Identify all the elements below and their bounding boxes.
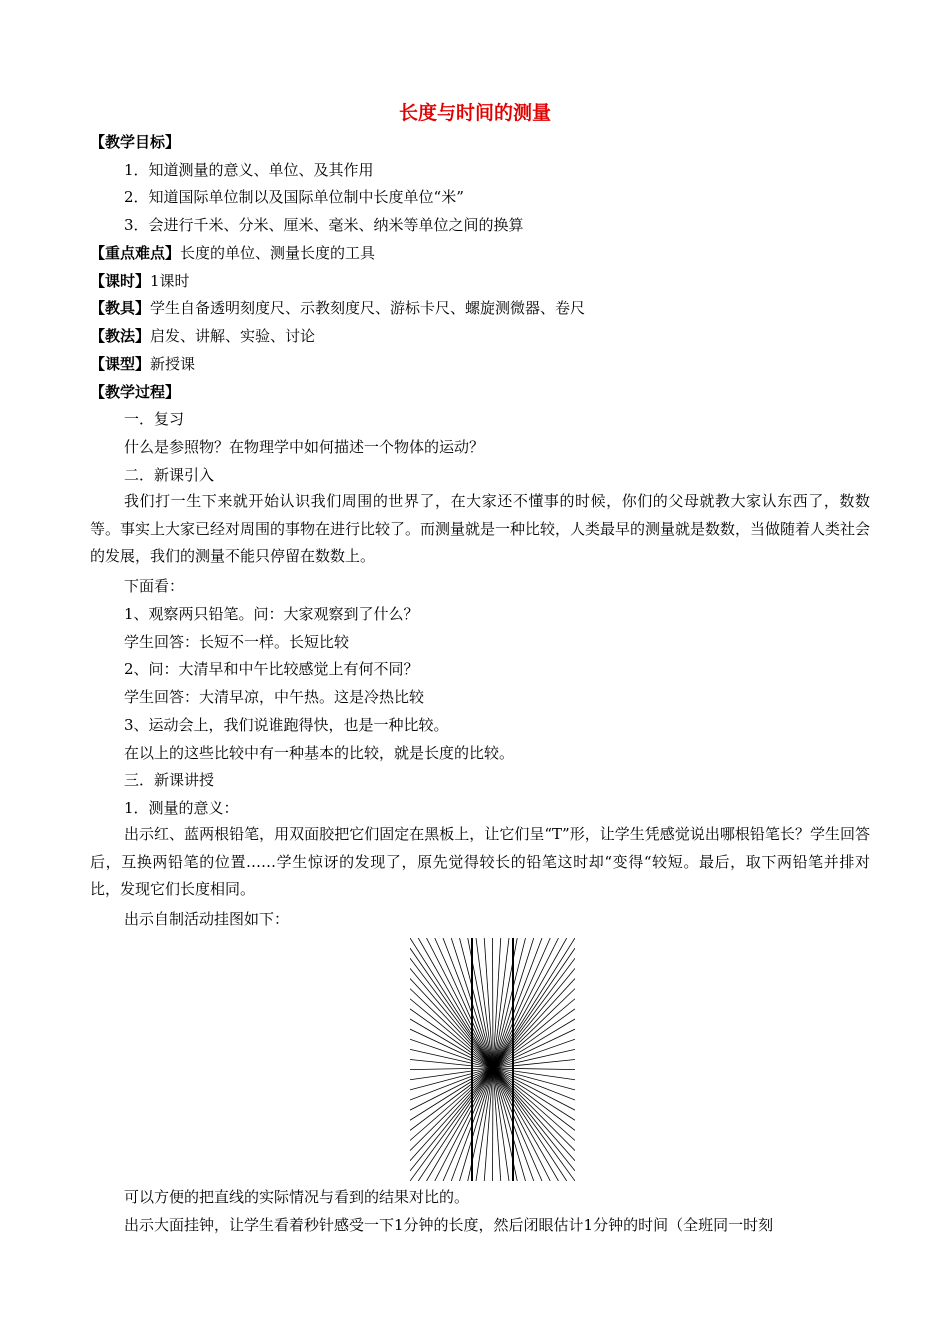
goal-item-2: 2．知道国际单位制以及国际单位制中长度单位“米” xyxy=(124,188,464,206)
process-heading: 【教学过程】 xyxy=(90,383,181,401)
meaning-heading: 1．测量的意义： xyxy=(124,799,239,817)
clock-paragraph: 出示大面挂钟，让学生看着秒针感受一下1分钟的长度，然后闭眼估计1分钟的时间（全班同一时刻 xyxy=(124,1216,774,1234)
figure-intro: 出示自制活动挂图如下： xyxy=(124,910,290,928)
answer-2: 学生回答：大清早凉，中午热。这是冷热比较 xyxy=(124,688,425,706)
intro-heading: 二．新课引入 xyxy=(124,466,215,484)
lesson-type: 【课型】新授课 xyxy=(90,355,196,373)
look-below: 下面看： xyxy=(124,577,185,595)
radiating-line xyxy=(493,1068,550,1181)
radiating-line xyxy=(493,938,567,1068)
radiating-line xyxy=(410,1068,493,1161)
radiating-line xyxy=(493,938,494,1068)
radiating-line xyxy=(493,1068,575,1161)
question-2: 2、问：大清早和中午比较感觉上有何不同？ xyxy=(124,660,419,678)
class-hours: 【课时】1课时 xyxy=(90,272,190,290)
radiating-line xyxy=(410,948,493,1068)
meaning-paragraph: 出示红、蓝两根铅笔，用双面胶把它们固定在黑板上，让它们呈“T”形，让学生凭感觉说出哪根铅笔长？学生回答后，互换两铅笔的位置……学生惊讶的发现了，原先觉得较长的铅笔这时却“变得“较短。最后，取下两铅笔并排对比，发现它们长度相同。 xyxy=(90,825,870,898)
radiating-line xyxy=(493,1068,526,1181)
review-heading: 一．复习 xyxy=(124,410,185,428)
radiating-line xyxy=(493,1068,542,1181)
question-1: 1、观察两只铅笔。问：大家观察到了什么？ xyxy=(124,605,419,623)
radiating-line xyxy=(410,1068,493,1171)
question-3: 3、运动会上，我们说谁跑得快，也是一种比较。 xyxy=(124,716,449,734)
radiating-line xyxy=(493,1068,575,1120)
radiating-line xyxy=(493,999,575,1068)
radiating-line xyxy=(410,1068,493,1130)
goals-heading: 【教学目标】 xyxy=(90,133,181,151)
page-title: 长度与时间的测量 xyxy=(398,102,551,124)
goal-item-1: 1．知道测量的意义、单位、及其作用 xyxy=(124,161,374,179)
radiating-line xyxy=(493,1068,575,1130)
key-points: 【重点难点】长度的单位、测量长度的工具 xyxy=(90,244,376,262)
answer-1: 学生回答：长短不一样。长短比较 xyxy=(124,633,350,651)
teaching-tools: 【教具】学生自备透明刻度尺、示教刻度尺、游标卡尺、螺旋测微器、卷尺 xyxy=(90,299,586,317)
comparison-summary: 在以上的这些比较中有一种基本的比较，就是长度的比较。 xyxy=(124,744,515,762)
radiating-line xyxy=(410,979,493,1069)
radiating-line xyxy=(410,1068,493,1120)
radiating-line xyxy=(418,938,493,1068)
intro-paragraph: 我们打一生下来就开始认识我们周围的世界了，在大家还不懂事的时候，你们的父母就教大家认东西了，数数等。事实上大家已经对周围的事物在进行比较了。而测量就是一种比较，人类最早的测量就是数数，当做随着人类社会的发展，我们的测量不能只停留在数数上。 xyxy=(90,492,871,565)
goal-item-3: 3．会进行千米、分米、厘米、毫米、纳米等单位之间的换算 xyxy=(124,216,524,234)
teaching-method: 【教法】启发、讲解、实验、讨论 xyxy=(90,327,316,345)
new-lesson-heading: 三．新课讲授 xyxy=(124,771,215,789)
radiating-line xyxy=(493,1068,494,1181)
review-question: 什么是参照物？在物理学中如何描述一个物体的运动？ xyxy=(124,438,485,456)
radiating-line xyxy=(410,999,493,1068)
radiating-line xyxy=(493,979,575,1069)
after-figure-text: 可以方便的把直线的实际情况与看到的结果对比的。 xyxy=(124,1188,470,1206)
parallel-lines-illusion-figure xyxy=(410,938,575,1181)
